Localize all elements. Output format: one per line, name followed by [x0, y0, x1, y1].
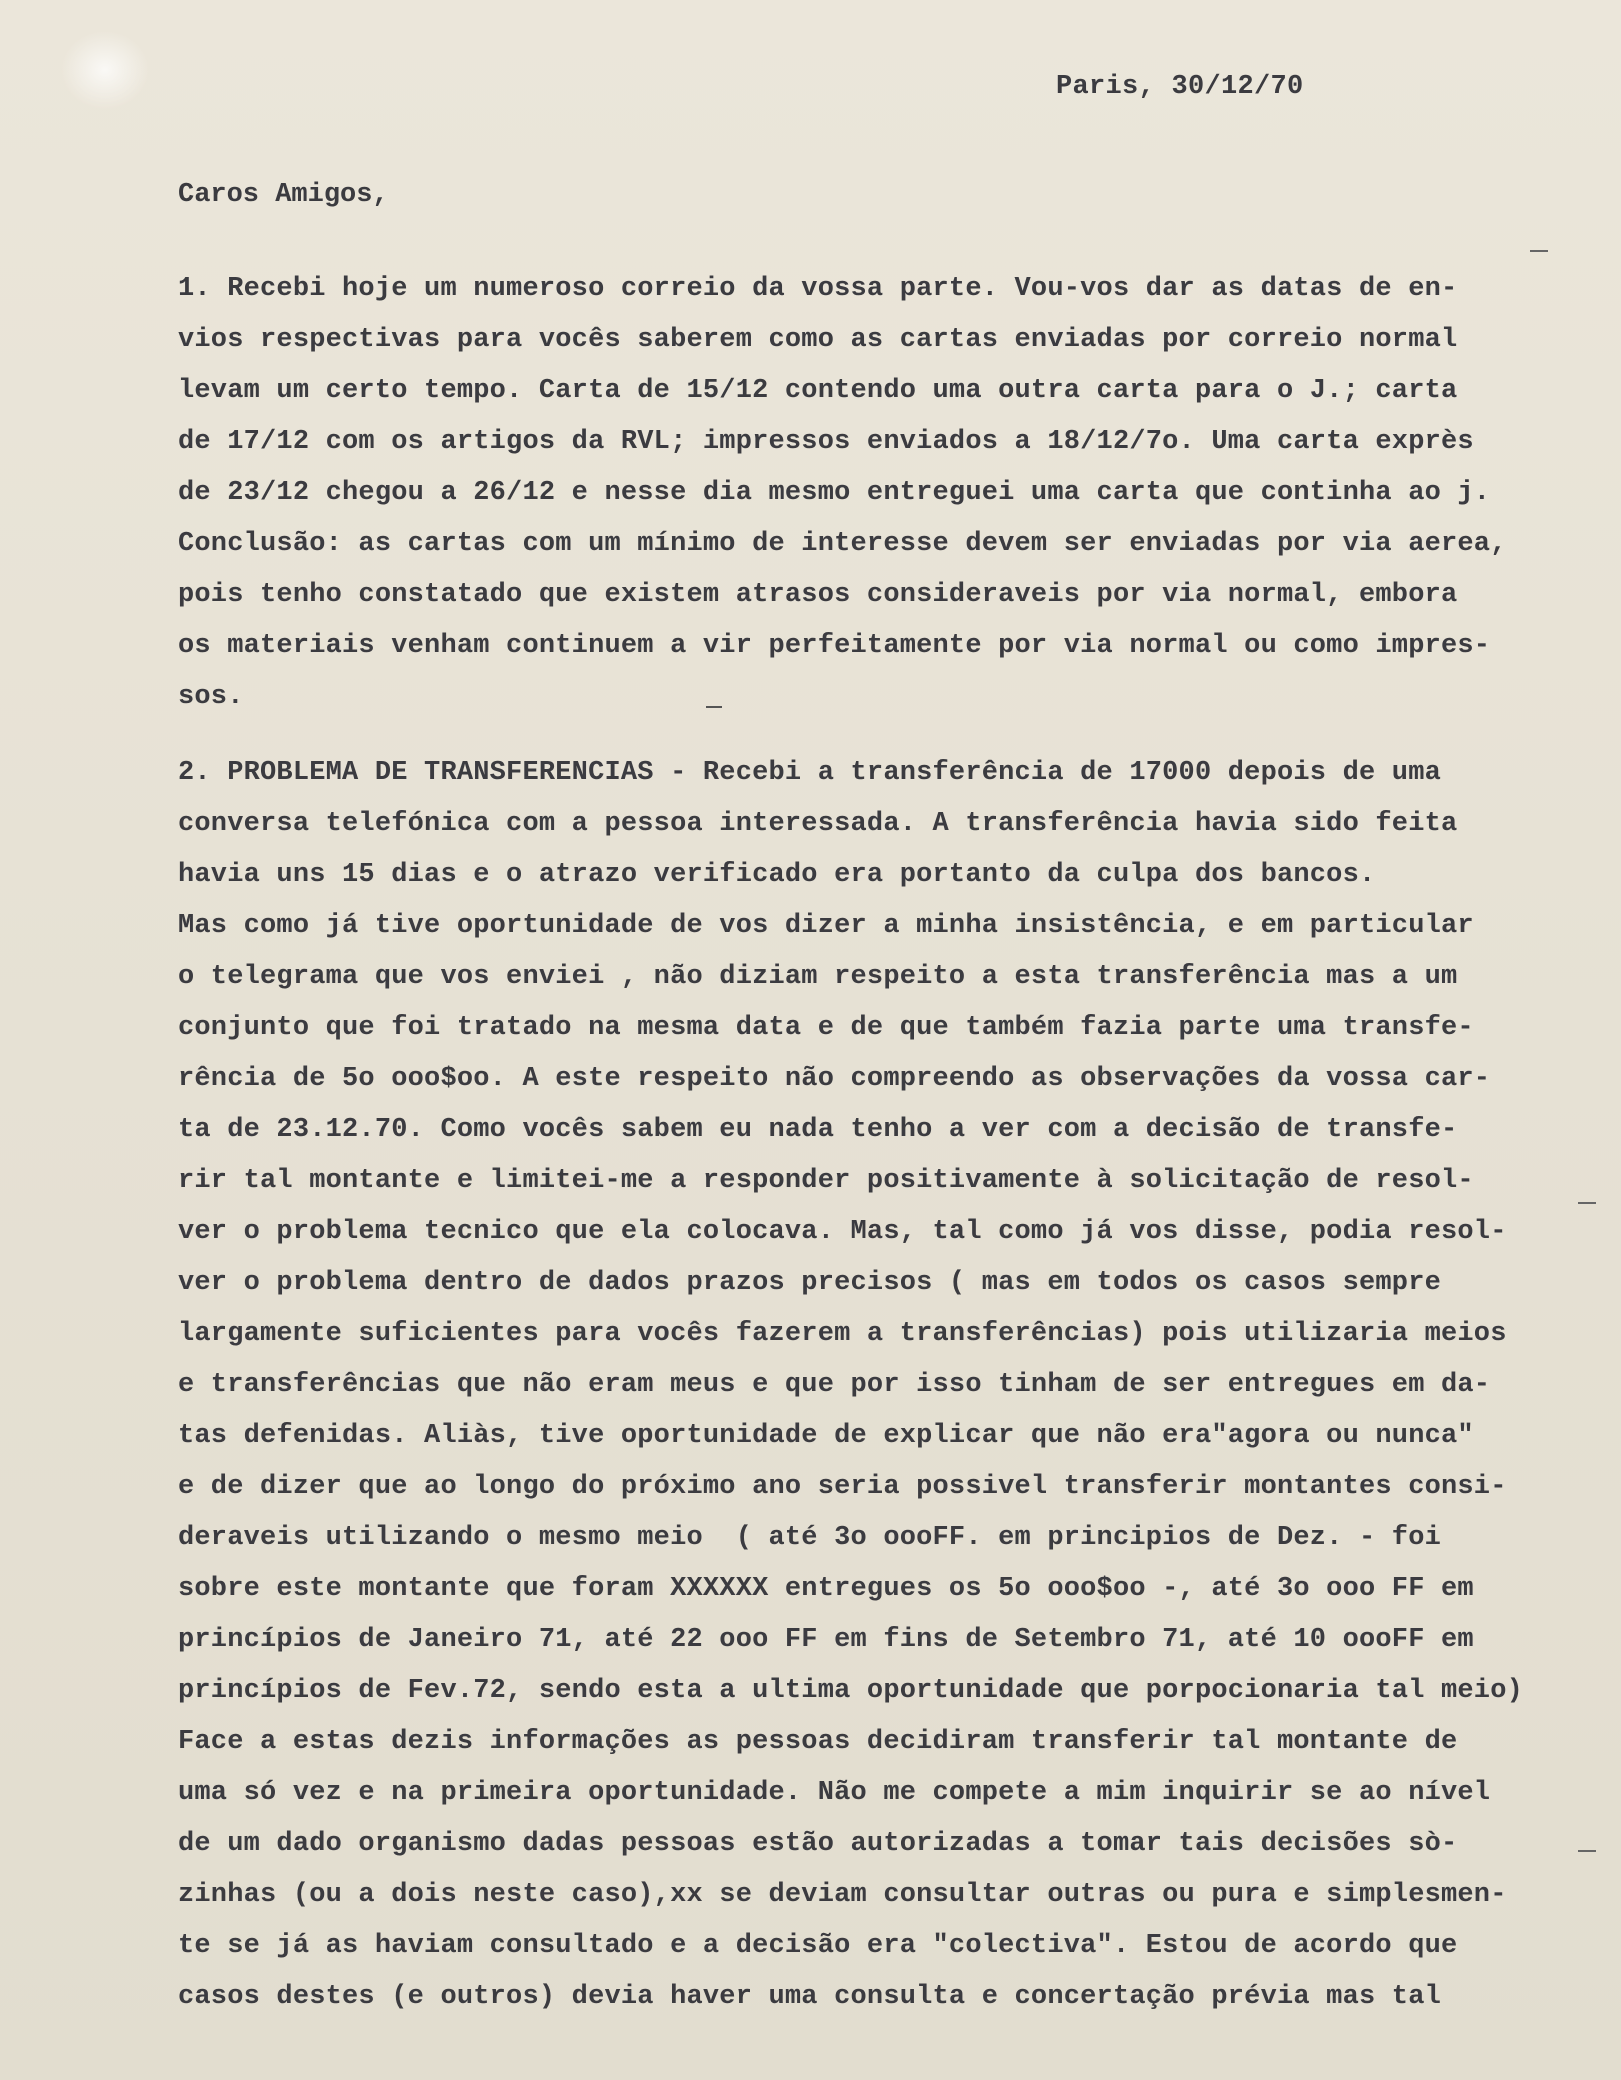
text-line: de 23/12 chegou a 26/12 e nesse dia mesmo entreguei uma carta que continha ao j.: [178, 478, 1491, 508]
paragraph-2: [178, 748, 1523, 2023]
text-line: largamente suficientes para vocês fazerem a transferências) pois utilizaria meios: [178, 1319, 1507, 1349]
text-line: Face a estas dezis informações as pessoas decidiram transferir tal montante de: [178, 1727, 1458, 1757]
text-line: tas defenidas. Aliàs, tive oportunidade de explicar que não era"agora ou nunca": [178, 1421, 1474, 1451]
text-line: ver o problema dentro de dados prazos precisos ( mas em todos os casos sempre: [178, 1268, 1442, 1298]
text-line: ver o problema tecnico que ela colocava. Mas, tal como já vos disse, podia resol-: [178, 1217, 1507, 1247]
text-line: os materiais venham continuem a vir perfeitamente por via normal ou como impres-: [178, 631, 1491, 661]
margin-mark: [1578, 1202, 1596, 1204]
text-line: casos destes (e outros) devia haver uma consulta e concertação prévia mas tal: [178, 1982, 1442, 2012]
text-line: princípios de Janeiro 71, até 22 ooo FF em fins de Setembro 71, até 10 oooFF em: [178, 1625, 1474, 1655]
text-line: Mas como já tive oportunidade de vos dizer a minha insistência, e em particular: [178, 911, 1474, 941]
text-line: zinhas (ou a dois neste caso),xx se deviam consultar outras ou pura e simplesmen-: [178, 1880, 1507, 1910]
text-line: deraveis utilizando o mesmo meio ( até 3o oooFF. em principios de Dez. - foi: [178, 1523, 1442, 1553]
margin-mark: [1578, 1850, 1596, 1852]
text-line: Conclusão: as cartas com um mínimo de interesse devem ser enviadas por via aerea,: [178, 529, 1507, 559]
paper-crease: [60, 30, 150, 110]
text-line: rir tal montante e limitei-me a responder positivamente à solicitação de resol-: [178, 1166, 1474, 1196]
paragraph-1: [178, 264, 1507, 723]
text-line: levam um certo tempo. Carta de 15/12 contendo uma outra carta para o J.; carta: [178, 376, 1458, 406]
text-line: 2. PROBLEMA DE TRANSFERENCIAS - Recebi a transferência de 17000 depois de uma: [178, 758, 1442, 788]
text-line: e transferências que não eram meus e que por isso tinham de ser entregues em da-: [178, 1370, 1491, 1400]
text-line: ta de 23.12.70. Como vocês sabem eu nada tenho a ver com a decisão de transfe-: [178, 1115, 1458, 1145]
text-line: 1. Recebi hoje um numeroso correio da vossa parte. Vou-vos dar as datas de en-: [178, 274, 1458, 304]
text-line: o telegrama que vos enviei , não diziam respeito a esta transferência mas a um: [178, 962, 1458, 992]
text-line: sos.: [178, 682, 244, 712]
letter-salutation: Caros Amigos,: [178, 180, 389, 210]
text-line: e de dizer que ao longo do próximo ano seria possivel transferir montantes consi-: [178, 1472, 1507, 1502]
text-line: te se já as haviam consultado e a decisão era "colectiva". Estou de acordo que: [178, 1931, 1458, 1961]
text-line: conjunto que foi tratado na mesma data e de que também fazia parte uma transfe-: [178, 1013, 1474, 1043]
margin-mark: [1530, 250, 1548, 252]
text-line: de um dado organismo dadas pessoas estão autorizadas a tomar tais decisões sò-: [178, 1829, 1458, 1859]
text-line: pois tenho constatado que existem atrasos consideraveis por via normal, embora: [178, 580, 1458, 610]
text-line: de 17/12 com os artigos da RVL; impressos enviados a 18/12/7o. Uma carta exprès: [178, 427, 1474, 457]
text-line: conversa telefónica com a pessoa interessada. A transferência havia sido feita: [178, 809, 1458, 839]
letter-date: Paris, 30/12/70: [1056, 72, 1304, 102]
typed-dash-mark: [706, 706, 722, 708]
text-line: princípios de Fev.72, sendo esta a ultima oportunidade que porpocionaria tal meio): [178, 1676, 1524, 1706]
text-line: sobre este montante que foram XXXXXX entregues os 5o ooo$oo -, até 3o ooo FF em: [178, 1574, 1474, 1604]
text-line: rência de 5o ooo$oo. A este respeito não compreendo as observações da vossa car-: [178, 1064, 1491, 1094]
text-line: uma só vez e na primeira oportunidade. Não me compete a mim inquirir se ao nível: [178, 1778, 1491, 1808]
text-line: vios respectivas para vocês saberem como as cartas enviadas por correio normal: [178, 325, 1458, 355]
text-line: havia uns 15 dias e o atrazo verificado era portanto da culpa dos bancos.: [178, 860, 1376, 890]
